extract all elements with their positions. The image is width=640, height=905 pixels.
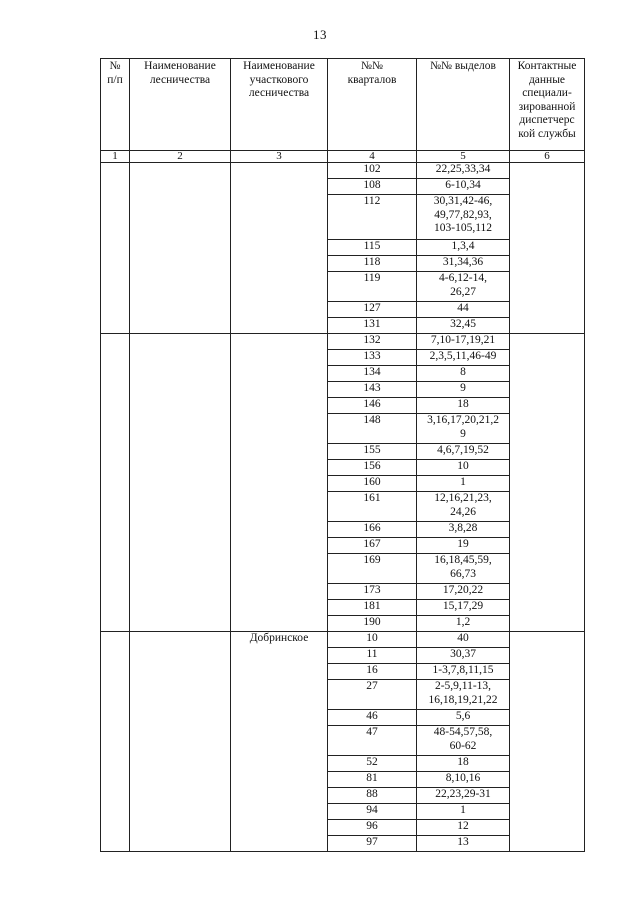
column-number-4: 4	[328, 151, 417, 163]
header-row	[101, 59, 585, 151]
allotment-line: 22,23,29-31	[435, 788, 491, 800]
allotment-line: 30,37	[450, 648, 476, 660]
allotment-line: 5,6	[455, 710, 471, 722]
cell-quarter-number: 10	[328, 632, 417, 648]
header-col-2	[130, 59, 231, 151]
cell-forestry-name	[130, 334, 231, 632]
cell-quarter-number: 132	[328, 334, 417, 350]
header-text: №№ выделов	[430, 60, 496, 72]
allotment-line: 15,17,29	[442, 600, 484, 612]
table-row	[101, 334, 585, 350]
allotment-line: 18	[457, 756, 469, 768]
cell-allotment-numbers	[417, 240, 510, 256]
cell-allotment-numbers	[417, 256, 510, 272]
cell-allotment-numbers	[417, 195, 510, 240]
cell-allotment-numbers	[417, 820, 510, 836]
cell-allotment-numbers	[417, 648, 510, 664]
column-number-6: 6	[510, 151, 585, 163]
cell-allotment-numbers	[417, 334, 510, 350]
cell-allotment-numbers	[417, 600, 510, 616]
cell-allotment-numbers	[417, 366, 510, 382]
cell-allotment-numbers	[417, 584, 510, 600]
allotment-line: 17,20,22	[442, 584, 484, 596]
cell-quarter-number: 52	[328, 756, 417, 772]
cell-allotment-numbers	[417, 398, 510, 414]
cell-allotment-numbers	[417, 272, 510, 302]
cell-allotment-numbers	[417, 804, 510, 820]
cell-quarter-number: 27	[328, 680, 417, 710]
cell-quarter-number: 127	[328, 302, 417, 318]
cell-allotment-numbers	[417, 836, 510, 852]
cell-quarter-number: 167	[328, 538, 417, 554]
allotment-line: 2,3,5,11,46-49	[429, 350, 497, 362]
allotment-line: 66,73	[450, 567, 476, 580]
column-number-row	[101, 151, 585, 163]
cell-allotment-numbers	[417, 680, 510, 710]
cell-quarter-number: 190	[328, 616, 417, 632]
cell-contact-data	[510, 632, 585, 852]
header-text: Наименование	[144, 60, 216, 72]
allotment-line: 30,31,42-46,	[433, 195, 493, 207]
header-col-5	[417, 59, 510, 151]
cell-allotment-numbers	[417, 772, 510, 788]
allotment-line: 26,27	[450, 285, 476, 298]
cell-allotment-numbers	[417, 318, 510, 334]
allotment-line: 22,25,33,34	[435, 163, 491, 175]
cell-allotment-numbers	[417, 444, 510, 460]
allotment-line: 49,77,82,93,	[434, 208, 492, 221]
allotment-line: 3,16,17,20,21,2	[427, 414, 499, 426]
cell-quarter-number: 118	[328, 256, 417, 272]
cell-allotment-numbers	[417, 616, 510, 632]
cell-quarter-number: 81	[328, 772, 417, 788]
cell-quarter-number: 108	[328, 179, 417, 195]
cell-quarter-number: 94	[328, 804, 417, 820]
column-number-1: 1	[101, 151, 130, 163]
cell-quarter-number: 47	[328, 726, 417, 756]
cell-allotment-numbers	[417, 538, 510, 554]
cell-allotment-numbers	[417, 492, 510, 522]
cell-quarter-number: 156	[328, 460, 417, 476]
header-col-4	[328, 59, 417, 151]
cell-allotment-numbers	[417, 414, 510, 444]
cell-quarter-number: 155	[328, 444, 417, 460]
allotment-line: 16,18,45,59,	[434, 554, 492, 566]
cell-quarter-number: 16	[328, 664, 417, 680]
allotment-line: 8	[460, 366, 466, 378]
header-text: лесничества	[248, 87, 310, 100]
header-col-6	[510, 59, 585, 151]
allotment-line: 48-54,57,58,	[433, 726, 493, 738]
header-text: данные	[528, 73, 566, 86]
cell-allotment-numbers	[417, 710, 510, 726]
cell-allotment-numbers	[417, 460, 510, 476]
cell-quarter-number: 102	[328, 163, 417, 179]
header-text: Контактные	[517, 60, 577, 72]
allotment-line: 60-62	[449, 739, 477, 752]
cell-allotment-numbers	[417, 302, 510, 318]
cell-allotment-numbers	[417, 554, 510, 584]
allotment-line: 4,6,7,19,52	[437, 444, 489, 456]
cell-allotment-numbers	[417, 522, 510, 538]
allotment-line: 3,8,28	[448, 522, 478, 534]
allotment-line: 4-6,12-14,	[439, 272, 487, 284]
allotment-line: 32,45	[450, 318, 476, 330]
cell-district-forestry: Добринское	[231, 632, 328, 852]
allotment-line: 12	[457, 820, 469, 832]
cell-allotment-numbers	[417, 726, 510, 756]
cell-quarter-number: 134	[328, 366, 417, 382]
cell-allotment-numbers	[417, 163, 510, 179]
cell-allotment-numbers	[417, 476, 510, 492]
cell-allotment-numbers	[417, 382, 510, 398]
column-number-2: 2	[130, 151, 231, 163]
allotment-line: 9	[460, 382, 466, 394]
allotment-line: 7,10-17,19,21	[430, 334, 496, 346]
cell-quarter-number: 115	[328, 240, 417, 256]
cell-quarter-number: 181	[328, 600, 417, 616]
allotment-line: 1,3,4	[451, 240, 475, 252]
cell-quarter-number: 160	[328, 476, 417, 492]
allotment-line: 44	[457, 302, 469, 314]
allotment-line: 31,34,36	[442, 256, 484, 268]
cell-quarter-number: 143	[328, 382, 417, 398]
cell-quarter-number: 146	[328, 398, 417, 414]
cell-quarter-number: 131	[328, 318, 417, 334]
cell-quarter-number: 161	[328, 492, 417, 522]
allotment-line: 16,18,19,21,22	[428, 693, 498, 706]
allotment-line: 9	[460, 427, 466, 440]
table-row	[101, 163, 585, 179]
cell-district-forestry	[231, 163, 328, 334]
cell-forestry-name	[130, 163, 231, 334]
allotment-line: 19	[457, 538, 469, 550]
allotment-line: 1-3,7,8,11,15	[432, 664, 494, 676]
cell-contact-data	[510, 334, 585, 632]
header-text: участкового	[249, 73, 309, 86]
cell-quarter-number: 148	[328, 414, 417, 444]
cell-quarter-number: 169	[328, 554, 417, 584]
cell-quarter-number: 166	[328, 522, 417, 538]
allotment-line: 1,2	[455, 616, 471, 628]
header-text: зированной	[518, 100, 576, 113]
cell-district-forestry	[231, 334, 328, 632]
cell-allotment-numbers	[417, 632, 510, 648]
cell-forestry-name	[130, 632, 231, 852]
header-text: специали-	[522, 87, 572, 100]
header-text: диспетчерс	[519, 114, 575, 127]
cell-quarter-number: 96	[328, 820, 417, 836]
cell-quarter-number: 97	[328, 836, 417, 852]
header-col-3	[231, 59, 328, 151]
cell-quarter-number: 46	[328, 710, 417, 726]
cell-index	[101, 334, 130, 632]
header-col-1	[101, 59, 130, 151]
cell-allotment-numbers	[417, 756, 510, 772]
allotment-line: 13	[457, 836, 469, 848]
allotment-line: 2-5,9,11-13,	[434, 680, 492, 692]
allotment-line: 10	[457, 460, 469, 472]
header-text: №	[109, 60, 121, 72]
cell-allotment-numbers	[417, 664, 510, 680]
header-text: п/п	[107, 73, 123, 86]
quarters-table	[100, 58, 585, 852]
allotment-line: 1	[460, 804, 466, 816]
header-text: лесничества	[149, 73, 211, 86]
cell-allotment-numbers	[417, 350, 510, 366]
cell-allotment-numbers	[417, 788, 510, 804]
table-row	[101, 632, 585, 648]
cell-quarter-number: 133	[328, 350, 417, 366]
page-number: 13	[313, 27, 327, 42]
cell-quarter-number: 173	[328, 584, 417, 600]
column-number-5: 5	[417, 151, 510, 163]
allotment-line: 103-105,112	[433, 222, 493, 235]
allotment-line: 40	[457, 632, 469, 644]
allotment-line: 6-10,34	[445, 179, 481, 191]
table-body	[101, 59, 585, 852]
cell-index	[101, 632, 130, 852]
cell-index	[101, 163, 130, 334]
cell-allotment-numbers	[417, 179, 510, 195]
cell-quarter-number: 88	[328, 788, 417, 804]
cell-quarter-number: 119	[328, 272, 417, 302]
allotment-line: 24,26	[450, 505, 476, 518]
allotment-line: 18	[457, 398, 469, 410]
cell-quarter-number: 112	[328, 195, 417, 240]
column-number-3: 3	[231, 151, 328, 163]
allotment-line: 12,16,21,23,	[434, 492, 492, 504]
allotment-line: 8,10,16	[445, 772, 481, 784]
header-text: №№	[361, 60, 383, 72]
cell-contact-data	[510, 163, 585, 334]
cell-quarter-number: 11	[328, 648, 417, 664]
allotment-line: 1	[460, 476, 466, 488]
header-text: кварталов	[347, 73, 397, 86]
header-text: Наименование	[243, 60, 315, 72]
header-text: кой службы	[518, 127, 576, 140]
